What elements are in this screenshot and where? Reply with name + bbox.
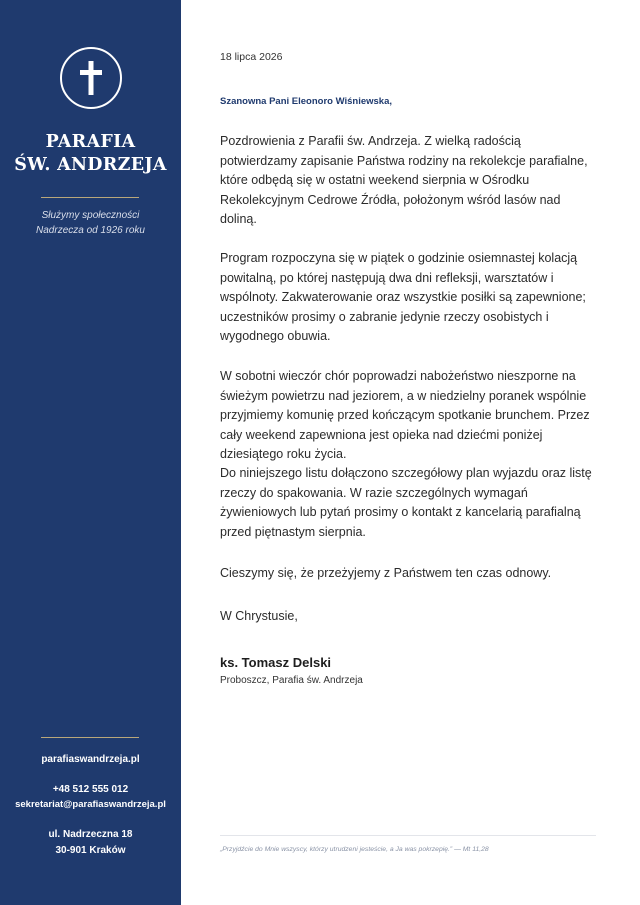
email-link[interactable]: sekretariat@parafiaswandrzeja.pl: [15, 799, 166, 810]
parish-name: [0, 131, 181, 177]
sidebar: [0, 0, 181, 905]
paragraph-2: Program rozpoczyna się w piątek o godzinie osiemnastej kolacją powitalną, po której następują dwa dni refleksji, warsztatów i wspólnoty. Zakwaterowanie oraz wszystkie posiłki są zapewnione; uczestników prosimy o zabranie jedynie rzeczy osobistych i wygodnego obuwia.: [220, 251, 586, 343]
signature-title: Proboszcz, Parafia św. Andrzeja: [220, 675, 363, 686]
tagline-line1: Służymy społeczności: [41, 210, 140, 221]
closing-sentence: Cieszymy się, że przeżyjemy z Państwem ten czas odnowy.: [220, 566, 552, 580]
parish-name-line2: ŚW. ANDRZEJA: [14, 155, 167, 175]
footer-divider: [220, 835, 596, 836]
website-link[interactable]: parafiaswandrzeja.pl: [41, 754, 140, 765]
sidebar-divider-top: [41, 197, 139, 198]
phone-number[interactable]: +48 512 555 012: [52, 784, 129, 795]
valediction: W Chrystusie,: [220, 609, 298, 623]
letter-date: 18 lipca 2026: [220, 51, 283, 63]
salutation: Szanowna Pani Eleonoro Wiśniewska,: [220, 96, 393, 107]
address-city: 30-901 Kraków: [55, 845, 126, 856]
parish-name-line1: PARAFIA: [45, 132, 136, 152]
paragraph-4: Do niniejszego listu dołączono szczegółowy plan wyjazdu oraz listę rzeczy do spakowania. W razie szczególnych wymagań żywieniowych lub pytań prosimy o kontakt z kancelarią parafialną przed piętnastym sierpnia.: [220, 466, 592, 539]
paragraph-1: Pozdrowienia z Parafii św. Andrzeja. Z wielką radością potwierdzamy zapisanie Państwa rodziny na rekolekcje parafialne, które odbędą się w ostatni weekend sierpnia w Ośrodku Rekolekcyjnym Cedrowe Źródła, położonym wśród lasów nad doliną.: [220, 134, 588, 226]
sidebar-divider-bottom: [41, 737, 139, 738]
tagline: [0, 208, 181, 238]
paragraph-3: W sobotni wieczór chór poprowadzi nabożeństwo nieszporne na świeżym powietrzu nad jeziorem, a w niedzielny poranek wspólnie przyjmiemy komunię przed kończącym spotkanie brunchem. Przez cały weekend zapewniona jest opieka nad dziećmi poniżej dziesiątego roku życia.: [220, 369, 590, 461]
signature-name: ks. Tomasz Delski: [220, 655, 332, 670]
tagline-line2: Nadrzecza od 1926 roku: [36, 225, 145, 236]
address-street: ul. Nadrzeczna 18: [48, 829, 133, 840]
footer-quote: „Przyjdźcie do Mnie wszyscy, którzy utrudzeni jesteście, a Ja was pokrzepię.” — Mt 11,28: [220, 846, 489, 853]
cross-icon: [60, 47, 122, 109]
